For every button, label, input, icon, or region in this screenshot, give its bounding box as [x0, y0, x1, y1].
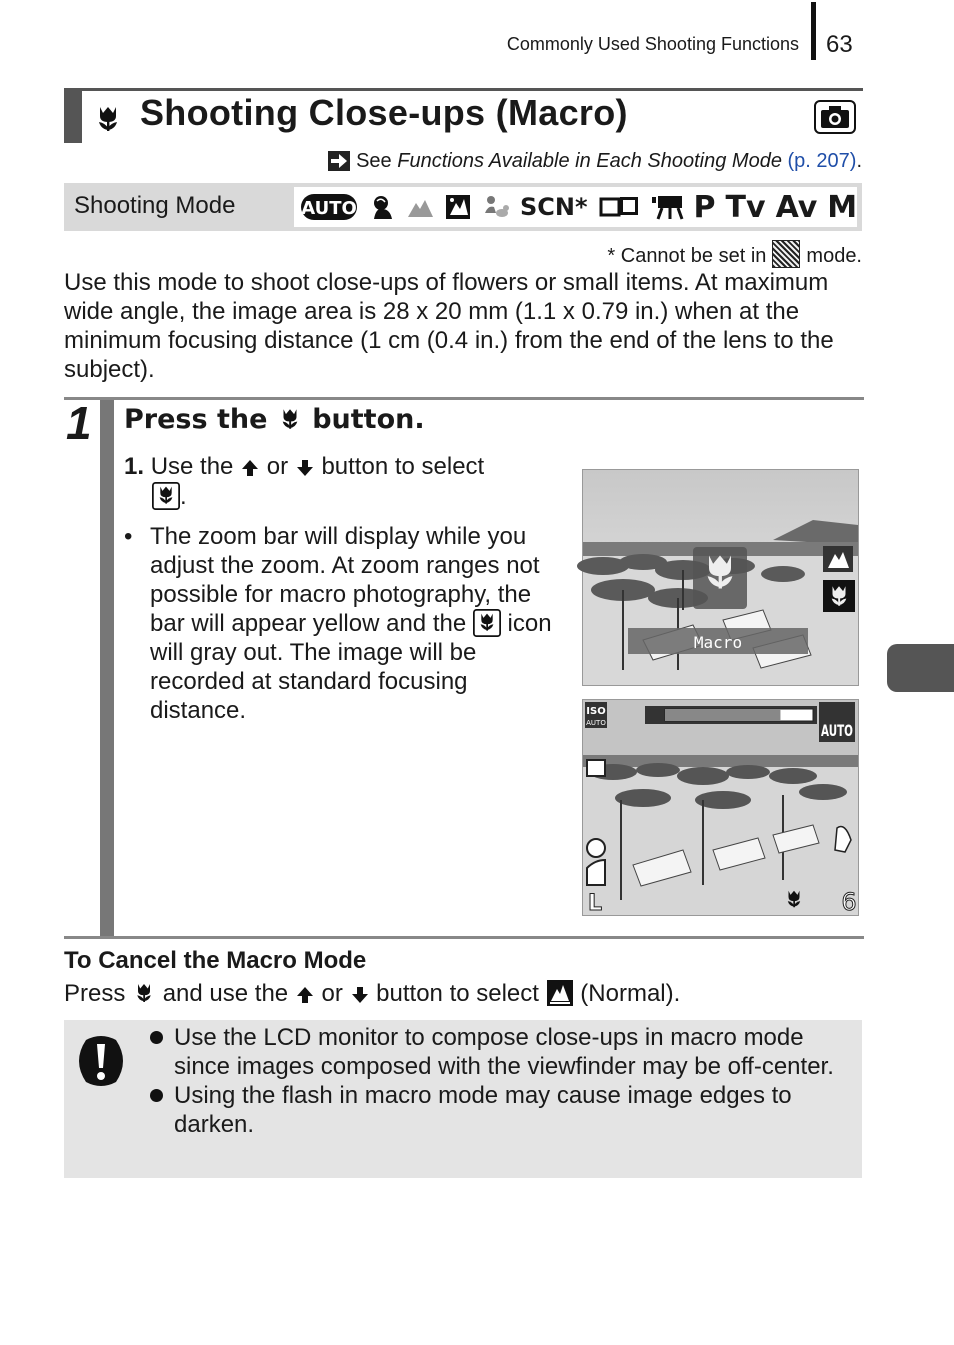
bullet: • [124, 523, 133, 550]
kids-pets-icon [482, 193, 510, 221]
see-suffix: . [856, 150, 862, 172]
mode-footnote-prefix: * Cannot be set in [607, 245, 767, 267]
caution-item: Use the LCD monitor to compose close-ups in macro mode since images composed with the viewfinder may be off-center. [148, 1023, 853, 1081]
up-arrow-icon [240, 458, 260, 478]
normal-focus-icon [546, 979, 574, 1007]
shots-remaining: 6 [841, 888, 857, 916]
caution-item: Using the flash in macro mode may cause image edges to darken. [148, 1081, 853, 1139]
substep-or: or [266, 453, 289, 480]
step-head-pre: Press the [124, 404, 268, 435]
cancel-end: (Normal). [580, 980, 681, 1007]
macro-icon-inline [132, 981, 156, 1005]
portrait-mode-icon [368, 193, 396, 221]
chapter-tab [887, 644, 954, 692]
cancel-instructions [64, 979, 680, 1008]
zoom-bar-note [124, 522, 569, 725]
lcd-screen-zoom-bar [582, 699, 859, 916]
caution-list [148, 1023, 853, 1139]
tv-mode-icon: Tv [725, 189, 766, 225]
stitch-mode-small-icon [772, 240, 800, 268]
title-side-bar [64, 91, 82, 143]
mode-footnote-suffix: mode. [806, 245, 862, 267]
bullet-text-post: icon will gray out. The image will be recorded at standard focusing distance. [150, 610, 552, 724]
substep-1 [124, 452, 564, 512]
running-header: Commonly Used Shooting Functions [506, 34, 799, 54]
step-side-bar [100, 400, 114, 936]
cancel-post: button to select [376, 980, 539, 1007]
header-divider [811, 2, 816, 60]
lcd-screen-macro-select [582, 469, 859, 686]
iso-auto-label: AUTO [586, 719, 606, 727]
iso-label: ISO [586, 706, 606, 717]
auto-mode-label: AUTO [821, 721, 853, 740]
av-mode-icon: Av [775, 189, 818, 225]
step-heading [124, 404, 425, 435]
see-prefix: See [356, 150, 398, 172]
cancel-or: or [321, 980, 343, 1007]
substep-end: . [180, 483, 187, 510]
cross-reference [328, 150, 862, 173]
macro-button-icon [277, 406, 303, 432]
landscape-mode-icon [406, 193, 434, 221]
cancel-pre: Press [64, 980, 126, 1007]
substep-post: button to select [321, 453, 485, 480]
step-bottom-rule [64, 936, 864, 939]
page-link[interactable]: (p. 207) [787, 150, 857, 172]
macro-boxed-icon [152, 482, 180, 510]
down-arrow-icon [295, 458, 315, 478]
caution-icon [72, 1032, 130, 1090]
substep-number: 1. [124, 453, 145, 480]
substep-pre: Use the [150, 453, 234, 480]
shooting-mode-icons [300, 187, 857, 227]
scn-mode-icon: SCN* [520, 193, 588, 221]
step-top-rule [64, 397, 864, 400]
bullet-text-pre: The zoom bar will display while you adjust the zoom. At zoom ranges not possible for macro photography, the bar will appear yellow and the [150, 523, 540, 637]
arrow-right-icon [328, 151, 350, 171]
page-number: 63 [826, 31, 853, 58]
mode-footnote [607, 240, 862, 268]
camera-icon [814, 100, 856, 134]
up-arrow-icon-2 [295, 985, 315, 1005]
page-title: Shooting Close-ups (Macro) [140, 92, 628, 133]
zoom-bar-fill [665, 709, 780, 721]
shooting-mode-label: Shooting Mode [74, 192, 236, 219]
stitch-assist-icon [598, 193, 640, 221]
cancel-heading: To Cancel the Macro Mode [64, 947, 367, 974]
macro-icon [92, 103, 124, 135]
down-arrow-icon-2 [350, 985, 370, 1005]
cancel-mid: and use the [162, 980, 289, 1007]
movie-mode-icon [650, 193, 684, 221]
program-mode-icon: P [693, 189, 716, 225]
intro-paragraph: Use this mode to shoot close-ups of flowers or small items. At maximum wide angle, the image area is 28 x 20 mm (1.1 x 0.79 in.) when at the minimum focusing distance (1 cm (0.4 in.) from the end of the lens to the subject). [64, 269, 834, 383]
auto-mode-icon [300, 193, 358, 221]
night-scene-icon [444, 193, 472, 221]
manual-mode-icon: M [827, 189, 858, 225]
macro-boxed-icon-2 [473, 609, 501, 637]
macro-label-text: Macro [693, 633, 743, 652]
see-title: Functions Available in Each Shooting Mode [397, 150, 782, 172]
step-head-post: button. [312, 404, 425, 435]
image-size-label: L [587, 891, 603, 916]
step-number: 1 [66, 397, 92, 449]
auto-mode-text: AUTO [301, 198, 357, 219]
title-top-rule [64, 88, 863, 91]
